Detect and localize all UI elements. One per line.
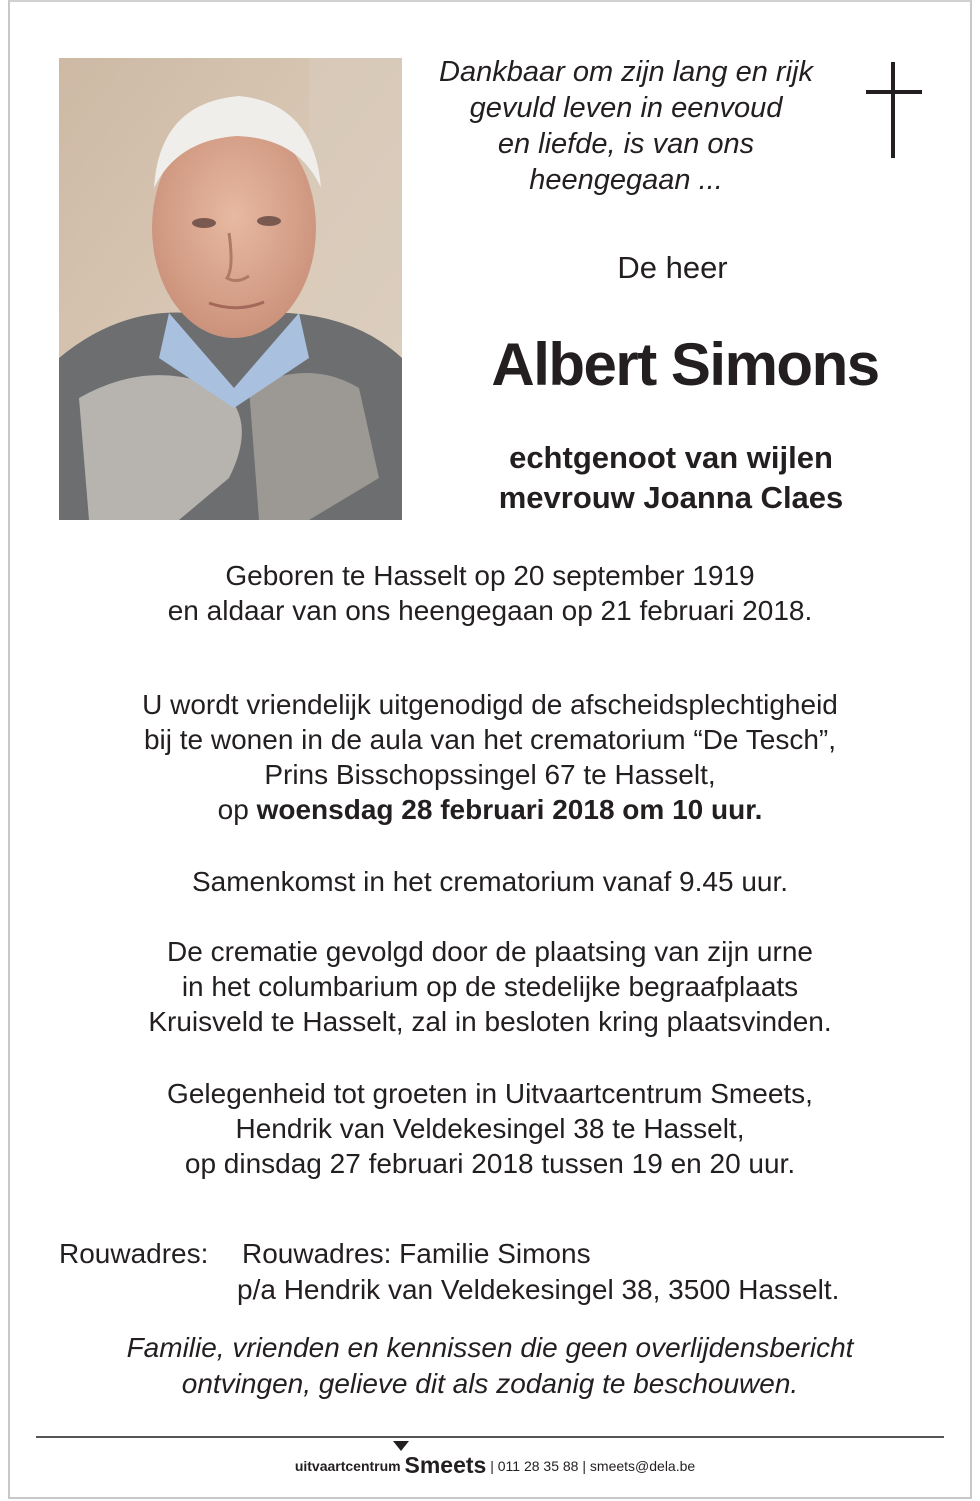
funeral-home-footer [275, 1452, 715, 1479]
triangle-marker-icon [393, 1441, 409, 1451]
footer-separator: | [582, 1458, 587, 1474]
deceased-name: Albert Simons [491, 331, 879, 398]
spouse-line: mevrouw Joanna Claes [498, 480, 844, 515]
honorific: De heer [617, 250, 728, 285]
closing-line: ontvingen, gelieve dit als zodanig te beschouwen. [181, 1368, 799, 1399]
address-line: p/a Hendrik van Veldekesingel 38, 3500 Hasselt. [237, 1274, 840, 1305]
visitation-line: Gelegenheid tot groeten in Uitvaartcentrum Smeets, [167, 1078, 813, 1109]
address-line: Rouwadres: Familie Simons [242, 1238, 591, 1269]
visitation-text [60, 1076, 920, 1181]
opening-text [420, 54, 832, 198]
cross-icon [866, 62, 922, 158]
closing-line: Familie, vrienden en kennissen die geen overlijdensbericht [126, 1332, 854, 1363]
ceremony-date: woensdag 28 februari 2018 om 10 uur. [256, 794, 763, 825]
death-line: en aldaar van ons heengegaan op 21 februari 2018. [167, 595, 813, 626]
ceremony-text [60, 687, 920, 827]
spouse-text [440, 438, 902, 518]
cremation-line: De crematie gevolgd door de plaatsing van zijn urne [167, 936, 813, 967]
ceremony-date-line [60, 792, 920, 827]
ceremony-date-prefix: op [217, 794, 249, 825]
cremation-line: Kruisveld te Hasselt, zal in besloten kring plaatsvinden. [148, 1006, 832, 1037]
address-label: Rouwadres: [59, 1238, 209, 1269]
spouse-line: echtgenoot van wijlen [509, 440, 833, 475]
email-address[interactable]: smeets@dela.be [589, 1458, 696, 1474]
visitation-line: op dinsdag 27 februari 2018 tussen 19 en 20 uur. [184, 1148, 796, 1179]
visitation-line: Hendrik van Veldekesingel 38 te Hasselt, [235, 1113, 745, 1144]
footer-divider [36, 1436, 944, 1438]
opening-line: heengegaan ... [529, 164, 723, 196]
portrait-illustration [59, 58, 402, 520]
cremation-text [60, 934, 920, 1039]
closing-note [60, 1330, 920, 1402]
footer-prefix: uitvaartcentrum [294, 1458, 401, 1474]
funeral-home-name: Smeets [404, 1452, 487, 1478]
opening-line: en liefde, is van ons [497, 128, 755, 160]
ceremony-line: U wordt vriendelijk uitgenodigd de afscheidsplechtigheid [142, 689, 838, 720]
ceremony-line: bij te wonen in de aula van het crematorium “De Tesch”, [143, 724, 837, 755]
birth-death-text [60, 558, 920, 628]
portrait-photo [59, 58, 402, 520]
birth-line: Geboren te Hasselt op 20 september 1919 [225, 560, 755, 591]
gathering-text: Samenkomst in het crematorium vanaf 9.45 uur. [191, 866, 789, 897]
cremation-line: in het columbarium op de stedelijke begraafplaats [181, 971, 799, 1002]
opening-line: Dankbaar om zijn lang en rijk [439, 56, 813, 88]
opening-line: gevuld leven in eenvoud [469, 92, 783, 124]
footer-separator: | [490, 1458, 494, 1474]
phone-number: 011 28 35 88 [497, 1458, 579, 1474]
ceremony-line: Prins Bisschopssingel 67 te Hasselt, [264, 759, 716, 790]
address-block [237, 1236, 840, 1308]
